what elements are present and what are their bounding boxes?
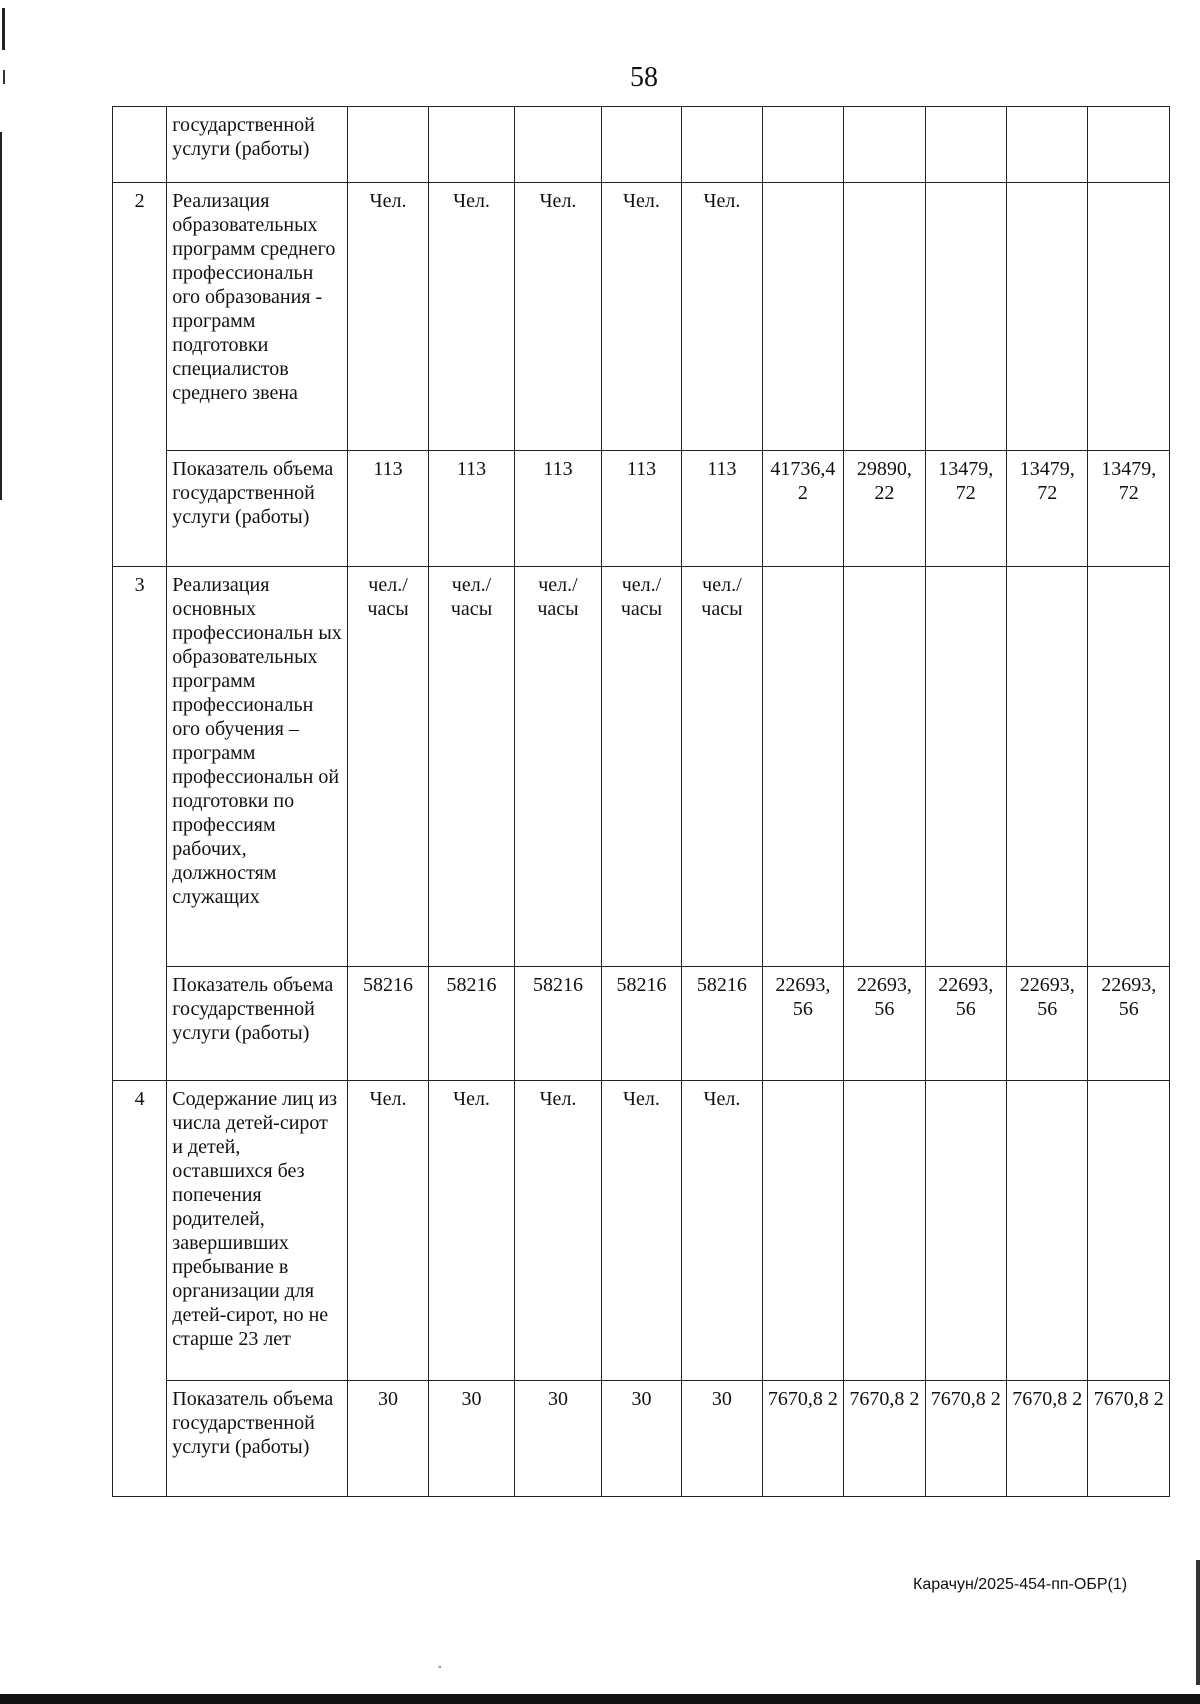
- cell-empty: [515, 107, 601, 183]
- table-row-continuation: [113, 107, 1170, 183]
- cell-amount: 7670,8 2: [925, 1381, 1006, 1497]
- scan-artifact-bottom-edge: [0, 1694, 1200, 1704]
- cell-indicator-label: Показатель объема государственной услуги (работы): [167, 451, 348, 567]
- cell-row-number: 4: [113, 1081, 167, 1497]
- cell-empty: [844, 183, 925, 451]
- cell-indicator-label: Показатель объема государственной услуги (работы): [167, 1381, 348, 1497]
- cell-amount: 7670,8 2: [1007, 1381, 1088, 1497]
- cell-empty: [762, 107, 843, 183]
- cell-unit: Чел.: [601, 1081, 681, 1381]
- cell-unit: Чел.: [428, 1081, 514, 1381]
- cell-volume: 58216: [515, 967, 601, 1081]
- cell-unit: чел./ часы: [515, 567, 601, 967]
- cell-unit: Чел.: [515, 1081, 601, 1381]
- cell-empty: [1088, 567, 1170, 967]
- cell-volume: 58216: [348, 967, 428, 1081]
- cell-volume: 30: [348, 1381, 428, 1497]
- cell-empty: [762, 1081, 843, 1381]
- cell-volume: 113: [682, 451, 762, 567]
- cell-unit: чел./ часы: [428, 567, 514, 967]
- cell-amount: 7670,8 2: [1088, 1381, 1170, 1497]
- cell-volume: 113: [601, 451, 681, 567]
- cell-empty: [762, 183, 843, 451]
- cell-indicator-label: государственной услуги (работы): [167, 107, 348, 183]
- cell-empty: [1088, 183, 1170, 451]
- cell-amount: 29890, 22: [844, 451, 925, 567]
- cell-service-name: Реализация образовательных программ среднего профессиональн ого образования - программ подготовки специалистов среднего звена: [167, 183, 348, 451]
- scan-artifact-left-edge: [2, 8, 5, 50]
- scan-speck: ◦: [438, 1662, 442, 1673]
- cell-volume: 30: [515, 1381, 601, 1497]
- page-number: 58: [630, 62, 658, 93]
- cell-volume: 30: [682, 1381, 762, 1497]
- cell-empty: [348, 107, 428, 183]
- cell-amount: 7670,8 2: [762, 1381, 843, 1497]
- cell-amount: 22693, 56: [1088, 967, 1170, 1081]
- table-row-indicator: [113, 967, 1170, 1081]
- cell-empty: [925, 1081, 1006, 1381]
- cell-indicator-label: Показатель объема государственной услуги (работы): [167, 967, 348, 1081]
- cell-amount: 41736,4 2: [762, 451, 843, 567]
- cell-empty: [1007, 567, 1088, 967]
- cell-empty: [1007, 107, 1088, 183]
- cell-volume: 113: [348, 451, 428, 567]
- cell-empty: [844, 107, 925, 183]
- scan-artifact-left-line: [0, 132, 2, 500]
- cell-amount: 13479, 72: [1088, 451, 1170, 567]
- cell-volume: 58216: [428, 967, 514, 1081]
- table-row-service: [113, 567, 1170, 967]
- cell-service-name: Реализация основных профессиональн ых образовательных программ профессиональн ого обучения – программ профессиональн ой подготовки по профессиям рабочих, должностям служащих: [167, 567, 348, 967]
- cell-amount: 22693, 56: [844, 967, 925, 1081]
- cell-unit: Чел.: [682, 1081, 762, 1381]
- table-row-indicator: [113, 1381, 1170, 1497]
- cell-volume: 58216: [682, 967, 762, 1081]
- cell-unit: Чел.: [515, 183, 601, 451]
- cell-row-number: 2: [113, 183, 167, 567]
- cell-empty: [762, 567, 843, 967]
- cell-empty: [844, 1081, 925, 1381]
- cell-amount: 7670,8 2: [844, 1381, 925, 1497]
- table-row-indicator: [113, 451, 1170, 567]
- cell-volume: 113: [515, 451, 601, 567]
- cell-unit: Чел.: [682, 183, 762, 451]
- cell-row-number: 3: [113, 567, 167, 1081]
- scan-artifact-right-edge: [1196, 1560, 1200, 1685]
- cell-empty: [925, 107, 1006, 183]
- cell-amount: 22693, 56: [762, 967, 843, 1081]
- cell-volume: 30: [601, 1381, 681, 1497]
- cell-amount: 13479, 72: [925, 451, 1006, 567]
- cell-empty: [1007, 183, 1088, 451]
- scan-artifact-left-mark: [3, 70, 5, 84]
- cell-empty: [925, 567, 1006, 967]
- cell-service-name: Содержание лиц из числа детей-сирот и детей, оставшихся без попечения родителей, завершивших пребывание в организации для детей-сирот, но не старше 23 лет: [167, 1081, 348, 1381]
- cell-unit: Чел.: [348, 183, 428, 451]
- table-row-service: [113, 1081, 1170, 1381]
- cell-empty: [1088, 107, 1170, 183]
- document-code: Карачун/2025-454-пп-ОБР(1): [913, 1576, 1128, 1593]
- cell-amount: 22693, 56: [925, 967, 1006, 1081]
- cell-unit: Чел.: [428, 183, 514, 451]
- cell-unit: Чел.: [601, 183, 681, 451]
- cell-unit: Чел.: [348, 1081, 428, 1381]
- cell-empty: [844, 567, 925, 967]
- cell-empty: [682, 107, 762, 183]
- cell-empty: [428, 107, 514, 183]
- table-row-service: [113, 183, 1170, 451]
- cell-empty: [1088, 1081, 1170, 1381]
- cell-empty: [601, 107, 681, 183]
- cell-empty: [925, 183, 1006, 451]
- cell-num: [113, 107, 167, 183]
- cell-volume: 30: [428, 1381, 514, 1497]
- cell-volume: 58216: [601, 967, 681, 1081]
- cell-empty: [1007, 1081, 1088, 1381]
- cell-unit: чел./ часы: [601, 567, 681, 967]
- cell-unit: чел./ часы: [348, 567, 428, 967]
- services-table: [112, 106, 1170, 1497]
- cell-volume: 113: [428, 451, 514, 567]
- cell-amount: 22693, 56: [1007, 967, 1088, 1081]
- cell-amount: 13479, 72: [1007, 451, 1088, 567]
- cell-unit: чел./ часы: [682, 567, 762, 967]
